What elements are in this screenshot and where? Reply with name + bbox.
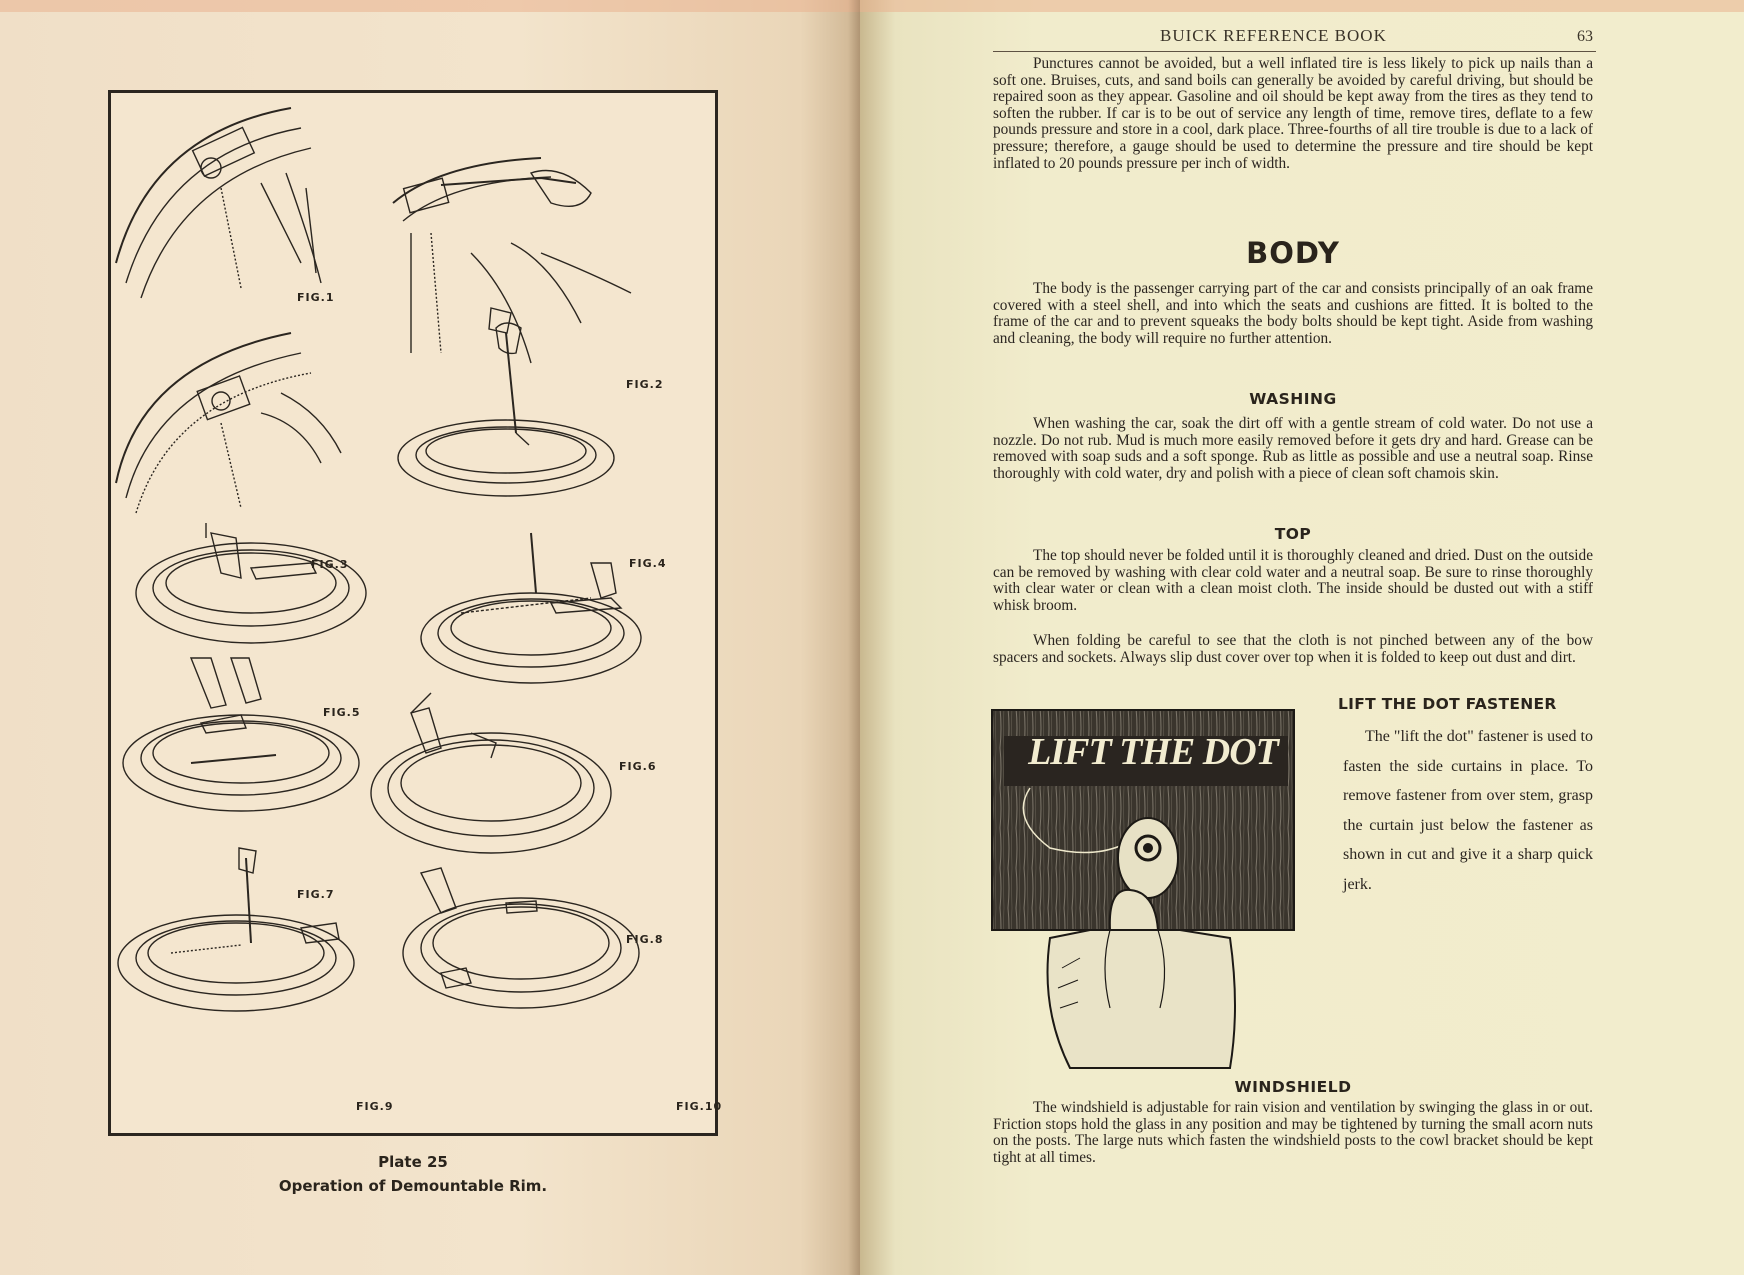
- fig1-label: FIG.1: [297, 291, 335, 304]
- header-rule: [993, 51, 1596, 52]
- page-edge-tint-right: [860, 0, 1744, 12]
- fig9-label: FIG.9: [356, 1100, 394, 1113]
- fig6-label: FIG.6: [619, 760, 657, 773]
- section-heading-top: TOP: [1274, 525, 1312, 543]
- top-paragraph-2: When folding be careful to see that the cloth is not pinched between any of the bow spacers and sockets. Always slip dust cover over top when it is folded to keep out dust and dirt.: [993, 632, 1593, 666]
- fig3-drawing: [116, 333, 341, 513]
- fig1-drawing: [116, 108, 321, 298]
- rim-illustration-drawing: [111, 93, 715, 1133]
- fig2-label: FIG.2: [626, 378, 664, 391]
- fig6-drawing: [421, 533, 641, 683]
- fig8-label: FIG.8: [626, 933, 664, 946]
- section-heading-lift-the-dot: LIFT THE DOT FASTENER: [1338, 695, 1557, 713]
- fig9-drawing: [118, 848, 354, 1011]
- fig5-drawing: [136, 523, 366, 643]
- section-heading-windshield: WINDSHIELD: [1234, 1078, 1352, 1096]
- fig10-label: FIG.10: [676, 1100, 723, 1113]
- fig2-drawing: [393, 158, 631, 363]
- plate-number: Plate 25: [378, 1153, 448, 1171]
- page-edge-tint: [0, 0, 860, 12]
- running-head: BUICK REFERENCE BOOK: [1160, 26, 1387, 45]
- fig8-drawing: [371, 693, 611, 853]
- plate-title: Operation of Demountable Rim.: [278, 1177, 548, 1195]
- left-page: [0, 0, 860, 1275]
- fig4-label: FIG.4: [629, 557, 667, 570]
- section-heading-washing: WASHING: [1249, 390, 1337, 408]
- windshield-paragraph: The windshield is adjustable for rain vision and ventilation by swinging the glass in or out. Friction stops hold the glass in any position and may be tightened by turning the small acorn nuts on the posts. The large nuts which fasten the windshield posts to the cowl bracket should be kept tight at all times.: [993, 1099, 1593, 1166]
- washing-paragraph: When washing the car, soak the dirt off with a gentle stream of cold water. Do not use a nozzle. Do not rub. Mud is much more easily removed before it gets dry and hard. Grease can be removed with soap suds and a soft sponge. Rub as little as possible and use a neutral soap. Rinse thoroughly with cold water, dry and polish with a piece of clean soft chamois skin.: [993, 415, 1593, 482]
- lift-the-dot-paragraph: The "lift the dot" fastener is used to fasten the side curtains in place. To remove fastener from over stem, grasp the curtain just below the fastener as shown in cut and give it a sharp quick jerk.: [1343, 728, 1593, 893]
- section-heading-body: BODY: [1246, 236, 1340, 270]
- plate-illustration: [108, 90, 723, 1136]
- top-paragraph-1: The top should never be folded until it is thoroughly cleaned and dried. Dust on the outside can be removed by washing with clear cold water and a neutral soap. Be sure to rinse thoroughly with clear water or clean with a clean moist cloth. The inside should be dusted out with a stiff whisk broom.: [993, 547, 1593, 614]
- fig4-drawing: [398, 308, 614, 496]
- fig7-drawing: [123, 658, 359, 811]
- fig7-label: FIG.7: [297, 888, 335, 901]
- page-number: 63: [1577, 28, 1593, 45]
- body-paragraph: The body is the passenger carrying part of the car and consists principally of an oak frame covered with a steel shell, and into which the seats and cushions are fitted. It is bolted to the frame of the car and to prevent squeaks the body bolts should be kept tight. Aside from washing and cleaning, the body will require no further attention.: [993, 280, 1593, 347]
- fig10-drawing: [403, 868, 639, 1008]
- fig5-label: FIG.5: [323, 706, 361, 719]
- lift-the-dot-sign: LIFT THE DOT: [1028, 731, 1278, 773]
- tire-care-paragraph: Punctures cannot be avoided, but a well inflated tire is less likely to pick up nails than a soft one. Bruises, cuts, and sand boils can generally be avoided by careful driving, but should be repaired soon as they appear. Gasoline and oil should be kept away from the tires as they tend to soften the rubber. If car is to be out of service any length of time, remove tires, deflate to a few pounds pressure and store in a cool, dark place. Three-fourths of all tire trouble is due to a lack of pressure; therefore, a gauge should be used to determine the pressure and tire should be kept inflated to 20 pounds pressure per inch of width.: [993, 55, 1593, 172]
- fig3-label: FIG.3: [311, 558, 349, 571]
